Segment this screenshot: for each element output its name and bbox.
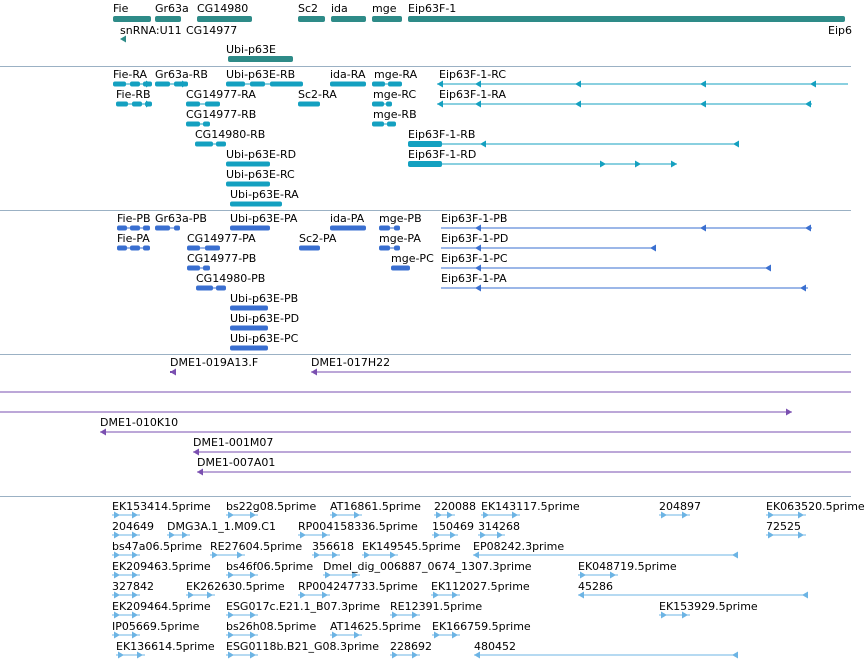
transcript-label[interactable]: CG14977-RB [186,108,257,121]
est-label[interactable]: bs46f06.5prime [226,560,314,573]
est-label[interactable]: 220088 [434,500,476,513]
clone-label[interactable]: DME1-017H22 [311,356,391,369]
clone-feature-arrow[interactable] [197,469,203,476]
protein-label[interactable]: mge-PC [391,252,434,265]
transcript-feature[interactable] [575,101,581,108]
protein-feature[interactable] [805,225,811,232]
gene-feature[interactable] [331,16,366,22]
est-label[interactable]: 72525 [766,520,801,533]
transcript-label[interactable]: Ubi-p63E-RB [226,68,296,81]
protein-feature[interactable] [765,265,771,272]
protein-feature[interactable] [203,266,210,271]
protein-feature[interactable] [143,226,150,231]
protein-feature[interactable] [800,285,806,292]
transcript-label[interactable]: Sc2-RA [298,88,337,101]
transcript-feature[interactable] [130,82,140,87]
transcript-feature[interactable] [700,81,706,88]
protein-feature[interactable] [117,246,127,251]
transcript-feature[interactable] [700,101,706,108]
transcript-feature[interactable] [298,102,320,107]
transcript-label[interactable]: Eip63F-1-RD [408,148,477,161]
protein-label[interactable]: Eip63F-1-PC [441,252,508,265]
track-separator [0,66,851,67]
clone-label[interactable]: DME1-010K10 [100,416,179,429]
transcript-label[interactable]: Ubi-p63E-RD [226,148,297,161]
transcript-feature[interactable] [230,202,282,207]
protein-label[interactable]: Eip63F-1-PB [441,212,508,225]
protein-label[interactable]: Ubi-p63E-PB [230,292,299,305]
est-label[interactable]: bs22g08.5prime [226,500,317,513]
est-label[interactable]: 204897 [659,500,701,513]
gene-label[interactable]: CG14980 [197,2,249,15]
transcript-feature[interactable] [387,122,396,127]
track-separator [0,210,851,211]
protein-feature[interactable] [475,265,481,272]
protein-feature[interactable] [650,245,656,252]
est-label[interactable]: 228692 [390,640,432,653]
transcript-feature[interactable] [132,102,142,107]
est-label[interactable]: RP004158336.5prime [298,520,418,533]
protein-feature[interactable] [230,326,268,331]
est-label[interactable]: EK143117.5prime [481,500,580,513]
transcript-label[interactable]: mge-RC [373,88,417,101]
est-feature[interactable] [802,592,808,599]
transcript-feature[interactable] [805,101,811,108]
transcript-label[interactable]: Ubi-p63E-RC [226,168,295,181]
transcript-feature[interactable] [116,102,128,107]
transcript-feature[interactable] [186,122,200,127]
transcript-feature[interactable] [250,82,265,87]
gene-feature[interactable] [113,16,151,22]
clone-feature-arrow[interactable] [100,429,106,436]
protein-label[interactable]: Sc2-PA [299,232,337,245]
gene-feature[interactable] [228,56,293,62]
clone-label[interactable]: DME1-001M07 [193,436,274,449]
transcript-feature[interactable] [195,142,213,147]
transcript-label[interactable]: Gr63a-RB [155,68,208,81]
gene-label[interactable]: Sc2 [298,2,319,15]
gene-label[interactable]: Fie [113,2,129,15]
protein-feature[interactable] [330,226,366,231]
protein-label[interactable]: mge-PB [379,212,422,225]
protein-feature[interactable] [379,226,390,231]
est-label[interactable]: IP05669.5prime [112,620,200,633]
est-label[interactable]: ESG0118b.B21_G08.3prime [226,640,380,653]
protein-label[interactable]: Fie-PA [117,232,150,245]
protein-feature[interactable] [196,286,213,291]
est-label[interactable]: EK048719.5prime [578,560,677,573]
transcript-feature[interactable] [408,141,442,147]
est-label[interactable]: 356618 [312,540,354,553]
protein-feature[interactable] [230,346,268,351]
protein-label[interactable]: ida-PA [330,212,365,225]
transcript-feature[interactable] [330,82,366,87]
clone-feature-arrow[interactable] [786,409,792,416]
protein-feature[interactable] [391,266,410,271]
gene-feature[interactable] [372,16,402,22]
transcript-feature[interactable] [408,161,442,167]
protein-feature[interactable] [394,246,400,251]
clone-feature-arrow[interactable] [311,369,317,376]
transcript-label[interactable]: CG14980-RB [195,128,266,141]
gene-feature[interactable] [298,16,325,22]
transcript-label[interactable]: Eip63F-1-RA [439,88,506,101]
transcript-feature[interactable] [635,161,641,168]
est-label[interactable]: RE12391.5prime [390,600,483,613]
transcript-label[interactable]: Fie-RA [113,68,148,81]
protein-feature[interactable] [230,306,268,311]
est-label[interactable]: EK063520.5prime [766,500,865,513]
transcript-feature[interactable] [600,161,606,168]
protein-label[interactable]: Ubi-p63E-PC [230,332,299,345]
est-label[interactable]: EK153414.5prime [112,500,211,513]
est-label[interactable]: DMG3A.1_1.M09.C1 [167,520,276,533]
est-label[interactable]: EP08242.3prime [473,540,565,553]
est-label[interactable]: RE27604.5prime [210,540,303,553]
transcript-feature[interactable] [671,161,677,168]
protein-feature[interactable] [230,226,270,231]
protein-label[interactable]: Eip63F-1-PA [441,272,507,285]
transcript-feature[interactable] [386,102,392,107]
transcript-feature[interactable] [733,141,739,148]
gene-label[interactable]: snRNA:U11 [120,24,182,37]
gene-feature[interactable] [197,16,252,22]
est-label[interactable]: 204649 [112,520,154,533]
est-label[interactable]: bs26h08.5prime [226,620,317,633]
est-feature[interactable] [732,652,738,659]
transcript-label[interactable]: Fie-RB [116,88,151,101]
est-label[interactable]: AT16861.5prime [330,500,421,513]
transcript-feature[interactable] [203,122,210,127]
transcript-feature[interactable] [113,82,126,87]
protein-feature[interactable] [475,245,481,252]
transcript-feature[interactable] [475,81,481,88]
protein-feature[interactable] [379,246,390,251]
clone-label[interactable]: DME1-007A01 [197,456,276,469]
gene-label[interactable]: Eip6 [828,24,852,37]
transcript-feature[interactable] [216,142,226,147]
transcript-label[interactable]: mge-RA [374,68,418,81]
transcript-feature[interactable] [810,81,816,88]
transcript-label[interactable]: CG14977-RA [186,88,256,101]
est-label[interactable]: EK149545.5prime [362,540,461,553]
protein-feature[interactable] [205,246,220,251]
gene-label[interactable]: mge [372,2,397,15]
protein-label[interactable]: Eip63F-1-PD [441,232,509,245]
est-label[interactable]: 327842 [112,580,154,593]
gene-label[interactable]: Eip63F-1 [408,2,457,15]
est-label[interactable]: EK209463.5prime [112,560,211,573]
protein-feature[interactable] [700,225,706,232]
gene-feature[interactable] [155,16,181,22]
transcript-feature[interactable] [475,101,481,108]
transcript-label[interactable]: Ubi-p63E-RA [230,188,299,201]
transcript-label[interactable]: Eip63F-1-RB [408,128,476,141]
protein-label[interactable]: Fie-PB [117,212,151,225]
protein-feature[interactable] [394,226,400,231]
track-separator [0,354,851,355]
clone-feature-arrow[interactable] [170,369,176,376]
gene-label[interactable]: Gr63a [155,2,189,15]
transcript-feature[interactable] [372,102,384,107]
est-label[interactable]: 480452 [474,640,516,653]
protein-feature[interactable] [187,266,200,271]
est-label[interactable]: 45286 [578,580,613,593]
est-label[interactable]: EK262630.5prime [186,580,285,593]
protein-label[interactable]: Gr63a-PB [155,212,207,225]
gene-feature[interactable] [408,16,845,22]
est-label[interactable]: bs47a06.5prime [112,540,202,553]
protein-label[interactable]: CG14980-PB [196,272,266,285]
transcript-feature[interactable] [575,81,581,88]
protein-feature[interactable] [117,226,127,231]
est-label[interactable]: RP004247733.5prime [298,580,418,593]
protein-feature[interactable] [174,226,180,231]
transcript-feature[interactable] [480,141,486,148]
est-label[interactable]: 314268 [478,520,520,533]
protein-feature[interactable] [130,226,140,231]
transcript-feature[interactable] [372,122,384,127]
est-label[interactable]: Dmel_dig_006887_0674_1307.3prime [323,560,532,573]
est-label[interactable]: EK112027.5prime [431,580,530,593]
clone-label[interactable]: DME1-019A13.F [170,356,259,369]
protein-label[interactable]: Ubi-p63E-PD [230,312,300,325]
protein-feature[interactable] [130,246,140,251]
est-label[interactable]: ESG017c.E21.1_B07.3prime [226,600,381,613]
protein-feature[interactable] [187,246,200,251]
transcript-label[interactable]: mge-RB [373,108,417,121]
transcript-feature[interactable] [270,82,303,87]
protein-feature[interactable] [475,225,481,232]
est-label[interactable]: EK136614.5prime [116,640,215,653]
est-label[interactable]: EK166759.5prime [432,620,531,633]
transcript-feature[interactable] [437,101,443,108]
gene-label[interactable]: Ubi-p63E [226,43,276,56]
transcript-feature[interactable] [372,82,385,87]
clone-feature-arrow[interactable] [193,449,199,456]
protein-label[interactable]: mge-PA [379,232,421,245]
transcript-feature[interactable] [388,82,402,87]
transcript-feature[interactable] [205,102,220,107]
transcript-feature[interactable] [186,102,200,107]
transcript-label[interactable]: ida-RA [330,68,366,81]
gene-label[interactable]: ida [331,2,348,15]
track-separator [0,496,851,497]
protein-feature[interactable] [143,246,150,251]
transcript-feature[interactable] [437,81,443,88]
protein-label[interactable]: CG14977-PA [187,232,256,245]
protein-label[interactable]: Ubi-p63E-PA [230,212,298,225]
transcript-feature[interactable] [226,82,245,87]
est-feature[interactable] [732,552,738,559]
protein-feature[interactable] [155,226,170,231]
est-label[interactable]: AT14625.5prime [330,620,421,633]
protein-feature[interactable] [299,246,320,251]
est-label[interactable]: 150469 [432,520,474,533]
protein-feature[interactable] [216,286,226,291]
transcript-label[interactable]: Eip63F-1-RC [439,68,507,81]
protein-feature[interactable] [475,285,481,292]
protein-label[interactable]: CG14977-PB [187,252,257,265]
transcript-feature[interactable] [155,82,170,87]
gene-label[interactable]: CG14977 [186,24,238,37]
transcript-feature[interactable] [226,182,270,187]
transcript-feature[interactable] [226,162,270,167]
est-label[interactable]: EK209464.5prime [112,600,211,613]
est-label[interactable]: EK153929.5prime [659,600,758,613]
